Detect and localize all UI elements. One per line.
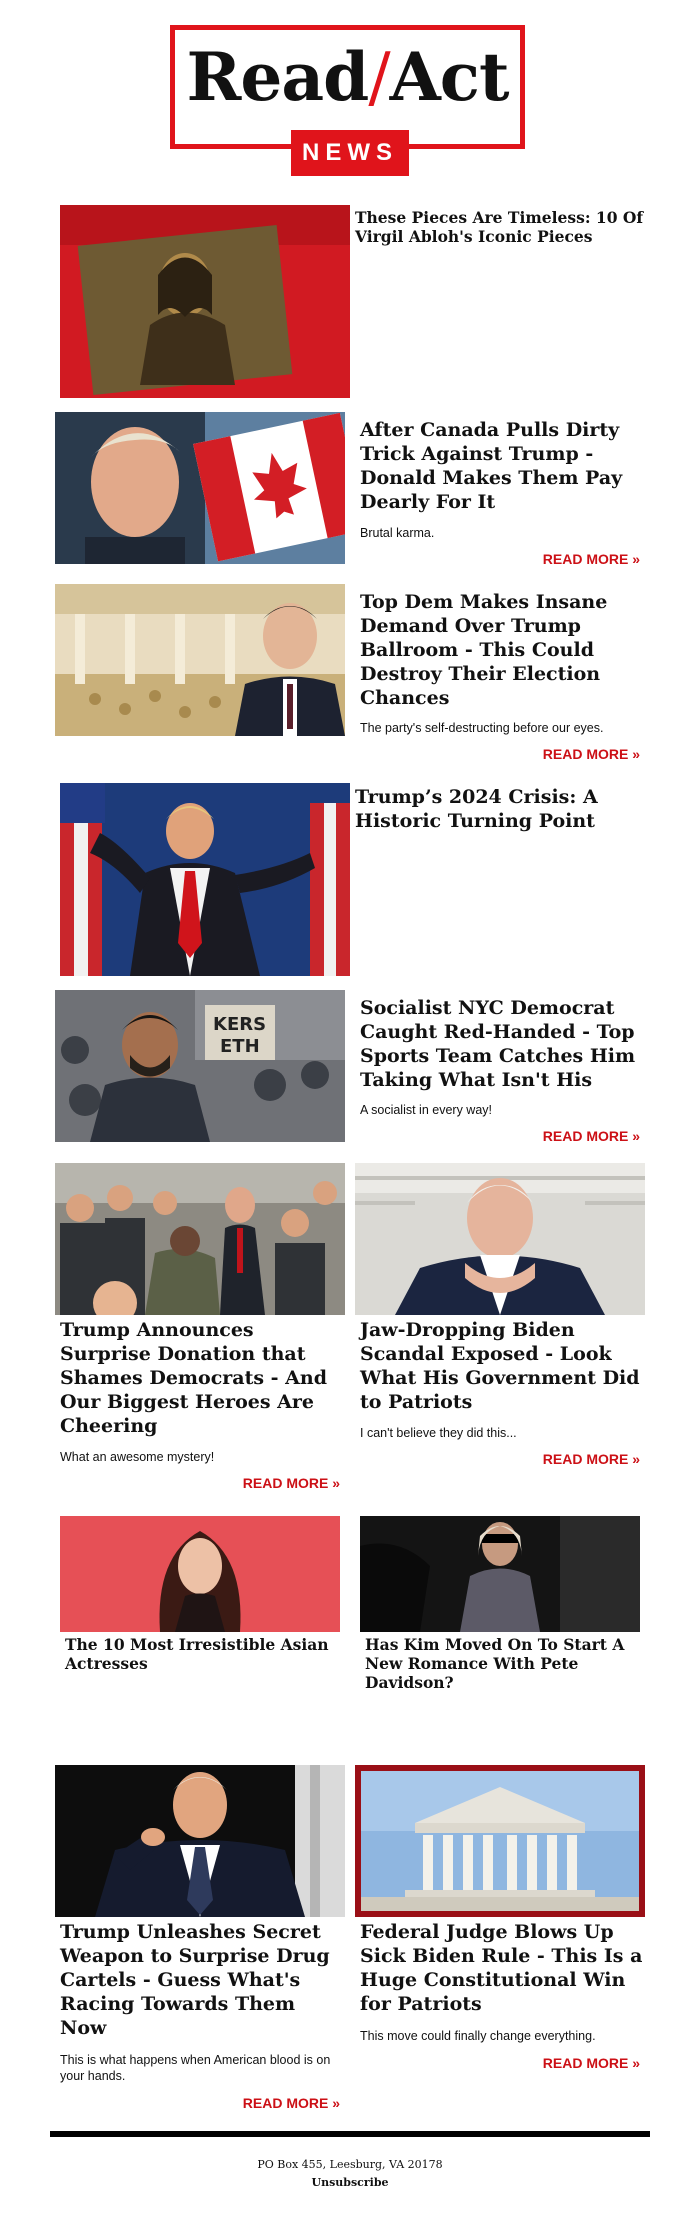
article-image-supreme-court[interactable] <box>355 1765 645 1917</box>
svg-text:ETH: ETH <box>220 1036 260 1057</box>
footer-divider <box>50 2131 650 2137</box>
article-title[interactable]: Trump’s 2024 Crisis: A Historic Turning Point <box>355 786 598 832</box>
article-title[interactable]: Has Kim Moved On To Start A New Romance With Pete Davidson? <box>365 1635 625 1692</box>
article-image-trump-canada[interactable] <box>55 412 345 564</box>
article-image-virgil-abloh[interactable] <box>60 205 350 398</box>
article-title[interactable]: Trump Unleashes Secret Weapon to Surprise Drug Cartels - Guess What's Racing Towards Them Now <box>60 1921 330 2039</box>
article-teaser: This is what happens when American blood is on your hands. <box>60 2053 331 2083</box>
article-teaser: This move could finally change everything. <box>360 2029 596 2043</box>
article-title[interactable]: Jaw-Dropping Biden Scandal Exposed - Look What His Government Did to Patriots <box>360 1319 640 1413</box>
article-title[interactable]: After Canada Pulls Dirty Trick Against Trump - Donald Makes Them Pay Dearly For It <box>360 419 623 513</box>
read-more-link[interactable]: READ MORE » <box>542 1128 640 1144</box>
article-image-kim[interactable] <box>360 1516 640 1632</box>
article-title[interactable]: Trump Announces Surprise Donation that Shames Democrats - And Our Biggest Heroes Are Cheering <box>60 1319 328 1437</box>
footer-address: PO Box 455, Leesburg, VA 20178 <box>257 2158 443 2171</box>
read-more-link[interactable]: READ MORE » <box>542 1451 640 1467</box>
article-title[interactable]: The 10 Most Irresistible Asian Actresses <box>65 1635 329 1673</box>
article-image-biden[interactable] <box>355 1163 645 1315</box>
article-teaser: Brutal karma. <box>360 526 435 540</box>
svg-text:KERS: KERS <box>213 1014 267 1035</box>
logo-wordmark: Read/Act <box>186 38 509 116</box>
unsubscribe-link[interactable]: Unsubscribe <box>311 2176 389 2189</box>
article-teaser: I can't believe they did this... <box>360 1426 517 1440</box>
read-more-link[interactable]: READ MORE » <box>242 1475 340 1491</box>
article-image-nyc-democrat[interactable] <box>55 990 345 1142</box>
article-teaser: The party's self-destructing before our eyes. <box>360 721 604 735</box>
article-image-trump-rally[interactable] <box>60 783 350 976</box>
logo[interactable] <box>170 25 525 166</box>
article-title[interactable]: Federal Judge Blows Up Sick Biden Rule - This Is a Huge Constitutional Win for Patriots <box>360 1921 643 2015</box>
logo-news-badge: NEWS <box>291 130 409 176</box>
read-more-link[interactable]: READ MORE » <box>542 551 640 567</box>
article-title[interactable]: These Pieces Are Timeless: 10 Of Virgil Abloh's Iconic Pieces <box>355 208 644 246</box>
article-image-trump-crowd[interactable] <box>55 1163 345 1315</box>
read-more-link[interactable]: READ MORE » <box>542 2055 640 2071</box>
article-image-actress[interactable] <box>60 1516 340 1632</box>
article-teaser: A socialist in every way! <box>360 1103 492 1117</box>
article-image-trump-pointing[interactable] <box>55 1765 345 1917</box>
read-more-link[interactable]: READ MORE » <box>242 2095 340 2111</box>
read-more-link[interactable]: READ MORE » <box>542 746 640 762</box>
article-title[interactable]: Socialist NYC Democrat Caught Red-Handed - Top Sports Team Catches Him Taking What Isn't His <box>360 997 636 1091</box>
article-teaser: What an awesome mystery! <box>60 1450 215 1464</box>
article-image-ballroom[interactable] <box>55 584 345 736</box>
article-title[interactable]: Top Dem Makes Insane Demand Over Trump Ballroom - This Could Destroy Their Election Chances <box>360 591 608 709</box>
